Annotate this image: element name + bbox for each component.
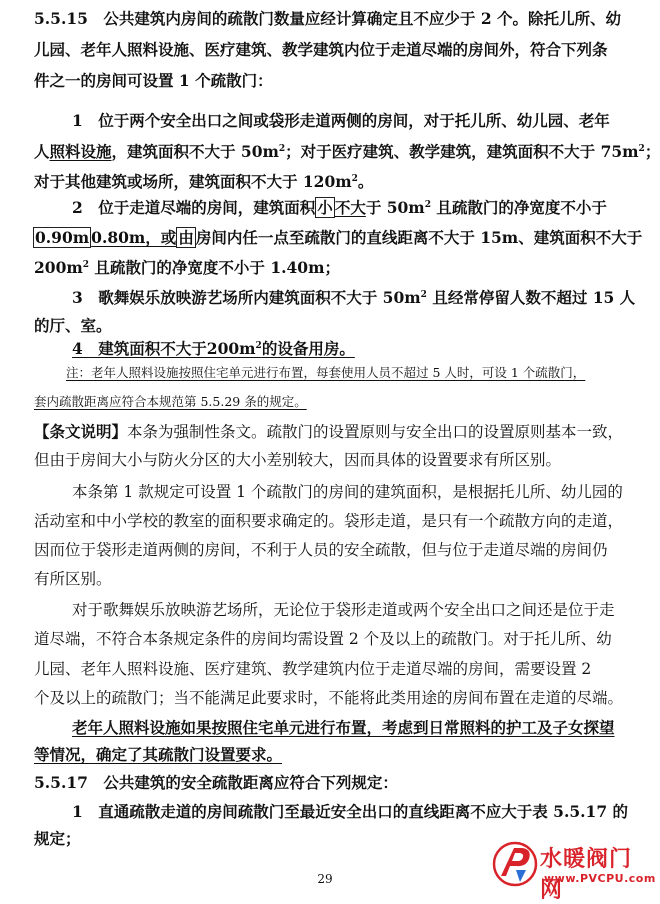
item1-line2: 人照料设施，建筑面积不大于 $50m^2$；对于医疗建筑、教学建筑，建筑面积不大于 $75m^2$； bbox=[34, 142, 660, 161]
explain-p4-line1: 老年人照料设施如果按照住宅单元进行布置，考虑到日常照料的护工及子女探望 bbox=[72, 718, 615, 737]
item2-line1: 2 位于走道尽端的房间，建筑面积 小 不大于 $50m^2$ 且疏散门的净宽度不小于 bbox=[72, 198, 607, 217]
inserted-text: 不大 bbox=[334, 198, 366, 217]
deleted-text-box: 由 bbox=[178, 228, 194, 247]
item1-line1: 1 位于两个安全出口之间或袋形走道两侧的房间，对于托儿所、幼儿园、老年 bbox=[72, 111, 610, 130]
note-line2: 套内疏散距离应符合本规范第 5.5.29 条的规定。 bbox=[34, 394, 307, 409]
watermark-url: www.PVCPU.com bbox=[544, 872, 656, 885]
item2-line3: $200m^2$ 且疏散门的净宽度不小于 1.40m； bbox=[34, 258, 340, 277]
explain-label: 【条文说明】 bbox=[34, 422, 128, 441]
inserted-text: 0.80m，或 bbox=[91, 228, 177, 247]
explain-p3-line1: 对于歌舞娱乐放映游艺场所，无论位于袋形走道或两个安全出口之间还是位于走 bbox=[72, 601, 615, 619]
inserted-text: 照料设施 bbox=[49, 142, 112, 161]
explain-p2-line4: 有所区别。 bbox=[34, 570, 112, 588]
clause-5-5-17-title: 5.5.17 公共建筑的安全疏散距离应符合下列规定： bbox=[34, 773, 398, 792]
item1-line3: 对于其他建筑或场所，建筑面积不大于 $120m^2$。 bbox=[34, 172, 374, 191]
explain-p4-line2: 等情况，确定了其疏散门设置要求。 bbox=[34, 745, 283, 764]
explain-p1-line2: 但由于房间大小与防火分区的大小差别较大，因而具体的设置要求有所区别。 bbox=[34, 451, 562, 469]
clause-5-5-15-line2: 儿园、老年人照料设施、医疗建筑、教学建筑内位于走道尽端的房间外，符合下列条 bbox=[34, 40, 608, 59]
note-line1: 注：老年人照料设施按照住宅单元进行布置，每套使用人员不超过 5 人时，可设 1 个疏散门， bbox=[66, 365, 586, 380]
clause-5-5-17-item1-line1: 1 直通疏散走道的房间疏散门至最近安全出口的直线距离不应大于表 5.5.17 的 bbox=[72, 802, 629, 821]
item3-line1: 3 歌舞娱乐放映游艺场所内建筑面积不大于 $50m^2$ 且经常停留人数不超过 15 人 bbox=[72, 288, 636, 307]
explain-p1-line1: 【条文说明】本条为强制性条文。疏散门的设置原则与安全出口的设置原则基本一致， bbox=[34, 422, 624, 441]
explain-p3-line2: 道尽端，不符合本条规定条件的房间均需设置 2 个及以上的疏散门。对于托儿所、幼 bbox=[34, 630, 612, 648]
deleted-text-box: 0.90m bbox=[35, 228, 90, 247]
deleted-text-box: 小 bbox=[317, 198, 333, 217]
explain-p2-line2: 活动室和中小学校的教室的面积要求确定的。袋形走道，是只有一个疏散方向的走道， bbox=[34, 512, 624, 530]
explain-p3-line4: 个及以上的疏散门；当不能满足此要求时，不能将此类用途的房间布置在走道的尽端。 bbox=[34, 689, 624, 707]
explain-p2-line1: 本条第 1 款规定可设置 1 个疏散门的房间的建筑面积，是根据托儿所、幼儿园的 bbox=[72, 483, 623, 501]
explain-p2-line3: 因而位于袋形走道两侧的房间，不利于人员的安全疏散，但与位于走道尽端的房间仍 bbox=[34, 541, 608, 559]
clause-5-5-15-line3: 件之一的房间可设置 1 个疏散门： bbox=[34, 71, 273, 90]
pv-logo-icon bbox=[492, 840, 538, 888]
explain-p3-line3: 儿园、老年人照料设施、医疗建筑、教学建筑内位于走道尽端的房间，需要设置 2 bbox=[34, 660, 592, 678]
item4-inserted: 4 建筑面积不大于$200m^2$的设备用房。 bbox=[72, 339, 355, 358]
item2-line2: 0.90m 0.80m，或 由 房间内任一点至疏散门的直线距离不大于 15m、建筑面积不大于 bbox=[35, 228, 643, 247]
item3-line2: 的厅、室。 bbox=[34, 316, 112, 335]
watermark-logo bbox=[492, 838, 656, 903]
page-number: 29 bbox=[317, 872, 333, 886]
watermark-brand: 水暖阀门网 bbox=[540, 847, 633, 903]
clause-5-5-15-line1: 5.5.15 公共建筑内房间的疏散门数量应经计算确定且不应少于 2 个。除托儿所、幼 bbox=[34, 9, 622, 28]
clause-5-5-17-item1-line2: 规定； bbox=[34, 829, 81, 848]
